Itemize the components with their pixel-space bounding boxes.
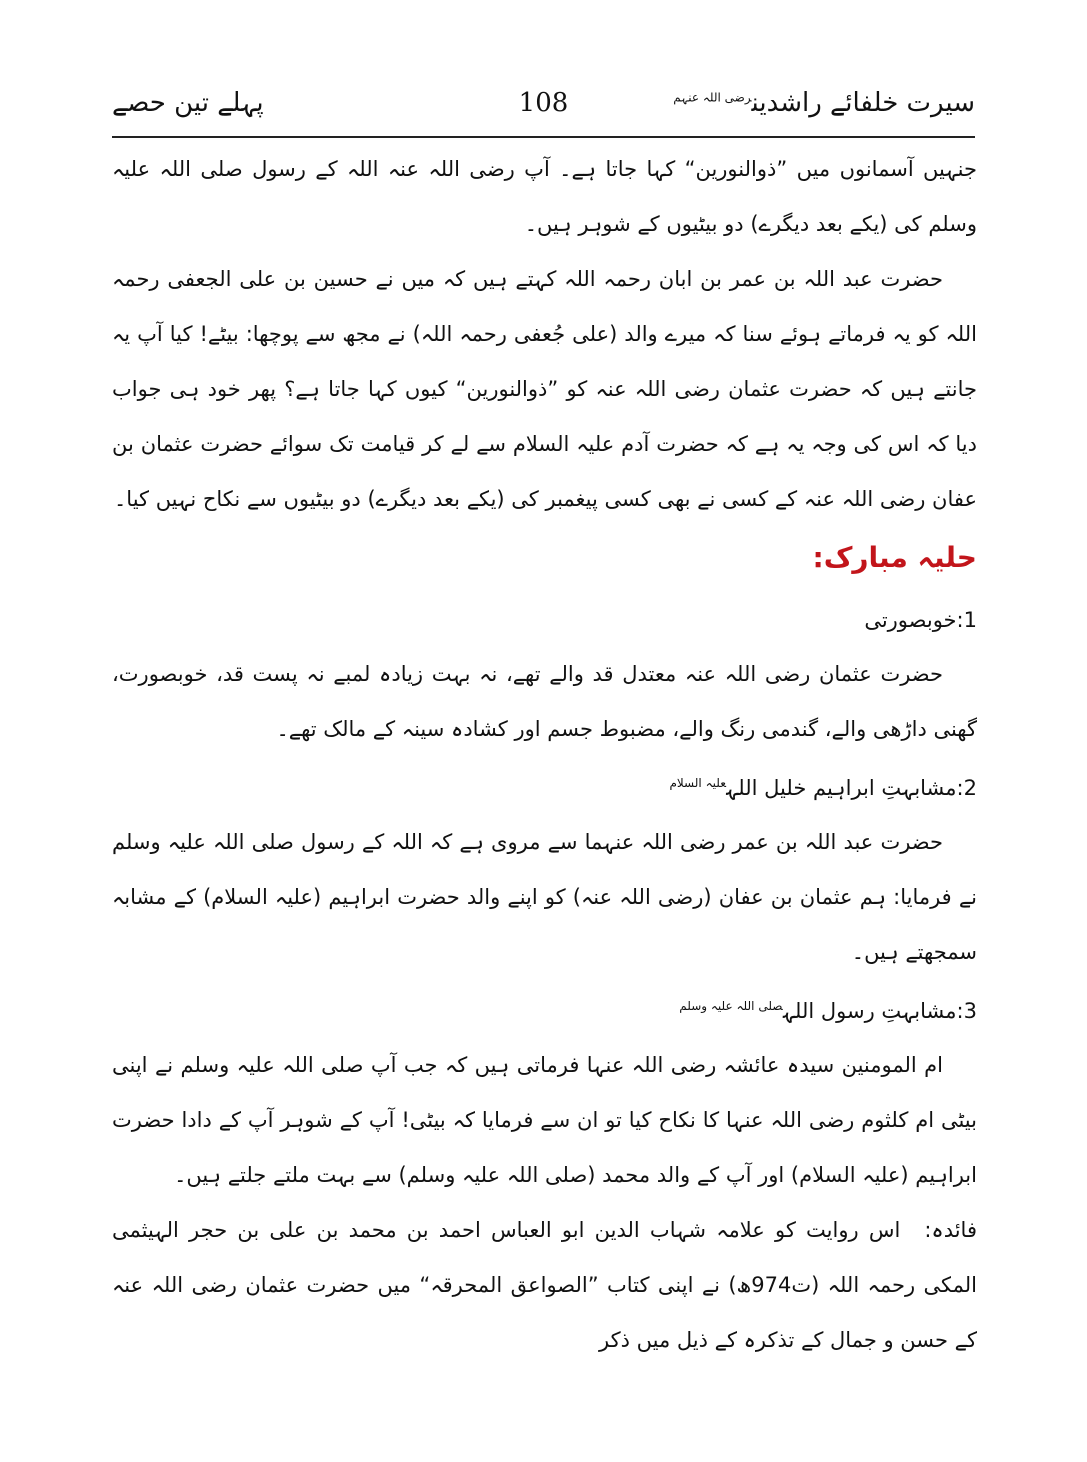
- note-label: فائدہ:: [924, 1218, 977, 1242]
- book-title-text: سیرت خلفائے راشدین: [751, 88, 975, 118]
- section-label: پہلے تین حصے: [112, 88, 264, 118]
- item-label-resemblance-prophet: [112, 980, 977, 1038]
- page-number: 108: [518, 88, 569, 118]
- page-body: [112, 142, 977, 1368]
- book-title-honorific: رضی اللہ عنہم: [673, 90, 752, 105]
- item-label-honorific: علیہ السلام: [669, 776, 726, 790]
- item-label-beauty: [112, 589, 977, 647]
- section-heading: حلیہ مبارک:: [812, 541, 977, 574]
- item-label-text: 1:خوبصورتی: [864, 608, 977, 632]
- header-divider: [112, 136, 975, 138]
- item-text-beauty: حضرت عثمان رضی اللہ عنہ معتدل قد والے تھے، نہ بہت زیادہ لمبے نہ پست قد، خوبصورت، گھنی داڑھی والے، گندمی رنگ والے، مضبوط جسم اور کشادہ سینہ کے مالک تھے۔: [112, 662, 977, 741]
- page-header: [112, 84, 975, 132]
- note-text: اس روایت کو علامہ شہاب الدین ابو العباس احمد بن محمد بن علی بن حجر الہیثمی المکی رحمہ اللہ (ت974ھ) نے اپنی کتاب ”الصواعق المحرقہ“ میں حضرت عثمان رضی اللہ عنہ کے حسن و جمال کے تذکرہ کے ذیل میں ذکر: [112, 1218, 977, 1352]
- note-paragraph: [112, 1203, 977, 1368]
- item-label-text: 2:مشابہتِ ابراہیم خلیل اللہ: [725, 776, 977, 800]
- item-label-resemblance-ibrahim: [112, 757, 977, 815]
- item-label-text: 3:مشابہتِ رسول اللہ: [782, 999, 977, 1023]
- item-label-honorific: صلی اللہ علیہ وسلم: [679, 999, 783, 1013]
- item-text-resemblance-prophet: ام المومنین سیدہ عائشہ رضی اللہ عنہا فرماتی ہیں کہ جب آپ صلی اللہ علیہ وسلم نے اپنی بیٹی ام کلثوم رضی اللہ عنہا کا نکاح کیا تو ان سے فرمایا کہ بیٹی! آپ کے شوہر آپ کے دادا حضرت ابراہیم (علیہ السلام) اور آپ کے والد محمد (صلی اللہ علیہ وسلم) سے بہت ملتے جلتے ہیں۔: [112, 1053, 977, 1187]
- item-text-resemblance-ibrahim: حضرت عبد اللہ بن عمر رضی اللہ عنہما سے مروی ہے کہ اللہ کے رسول صلی اللہ علیہ وسلم نے فرمایا: ہم عثمان بن عفان (رضی اللہ عنہ) کو اپنے والد حضرت ابراہیم (علیہ السلام) کے مشابہ سمجھتے ہیں۔: [112, 830, 977, 964]
- paragraph-dhun-nurayn-intro: جنہیں آسمانوں میں ”ذوالنورین“ کہا جاتا ہے۔ آپ رضی اللہ عنہ اللہ کے رسول صلی اللہ علیہ وسلم کی (یکے بعد دیگرے) دو بیٹیوں کے شوہر ہیں۔: [112, 157, 977, 236]
- paragraph-narration: حضرت عبد اللہ بن عمر بن ابان رحمہ اللہ کہتے ہیں کہ میں نے حسین بن علی الجعفی رحمہ اللہ کو یہ فرماتے ہوئے سنا کہ میرے والد (علی جُعفی رحمہ اللہ) نے مجھ سے پوچھا: بیٹے! کیا آپ یہ جانتے ہیں کہ حضرت عثمان رضی اللہ عنہ کو ”ذوالنورین“ کیوں کہا جاتا ہے؟ پھر خود ہی جواب دیا کہ اس کی وجہ یہ ہے کہ حضرت آدم علیہ السلام سے لے کر قیامت تک سوائے حضرت عثمان بن عفان رضی اللہ عنہ کے کسی نے بھی کسی پیغمبر کی (یکے بعد دیگرے) دو بیٹیوں سے نکاح نہیں کیا۔: [112, 267, 977, 511]
